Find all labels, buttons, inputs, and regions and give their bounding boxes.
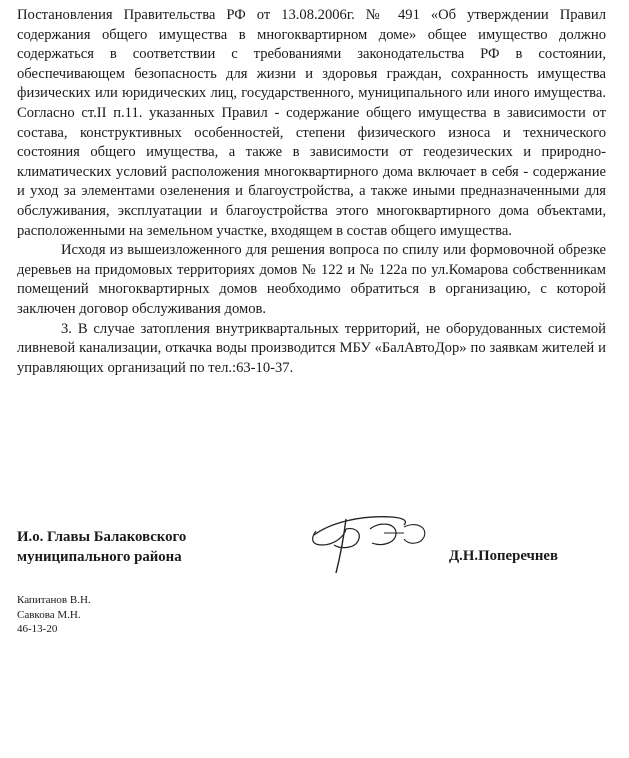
signatory-title-line2: муниципального района: [17, 549, 182, 565]
signatory-title: [17, 527, 186, 567]
paragraph-flooding: 3. В случае затопления внутриквартальных территорий, не оборудованных системой ливневой канализации, откачка воды производится МБУ «БалАвтоДор» по заявкам жителей и управляющих организаций по тел.:63-10-37.: [17, 320, 606, 376]
executor-phone: 46-13-20: [17, 623, 58, 636]
document-body: [17, 6, 606, 378]
paragraph-tree-cutting: Исходя из вышеизложенного для решения вопроса по спилу или формовочной обрезке деревьев на придомовых территориях домов № 122 и № 122а по ул.Комарова собственникам помещений многоквартирных домов необходимо обратиться в организацию, с которой заключен договор обслуживания домов.: [17, 242, 606, 317]
paragraph-regulations: Постановления Правительства РФ от 13.08.2006г. № 491 «Об утверждении Правил содержания общего имущества в многоквартирном доме» общее имущество должно содержаться в соответствии с требованиями законодательства РФ в состоянии, обеспечивающем безопасность для жизни и здоровья граждан, сохранность имущества физических или юридических лиц, государственного, муниципального или иного имущества. Согласно ст.II п.11. указанных Правил - содержание общего имущества в зависимости от состава, конструктивных особенностей, степени физического износа и технического состояния общего имущества, а также в зависимости от геодезических и природно-климатических условий расположения многоквартирного дома включает в себя - содержание и уход за элементами озеленения и благоустройства, а также иными предназначенными для обслуживания, эксплуатации и благоустройства этого многоквартирного дома объектами, расположенными на земельном участке, входящем в состав общего имущества.: [17, 7, 606, 239]
executors-block: [17, 593, 91, 637]
signatory-title-line1: И.о. Главы Балаковского: [17, 529, 187, 545]
executor-1: Капитанов В.Н.: [17, 594, 91, 606]
handwritten-signature: [300, 505, 440, 585]
executor-2: Савкова М.Н.: [17, 608, 81, 621]
signer-name: Д.Н.Поперечнев: [449, 548, 558, 564]
